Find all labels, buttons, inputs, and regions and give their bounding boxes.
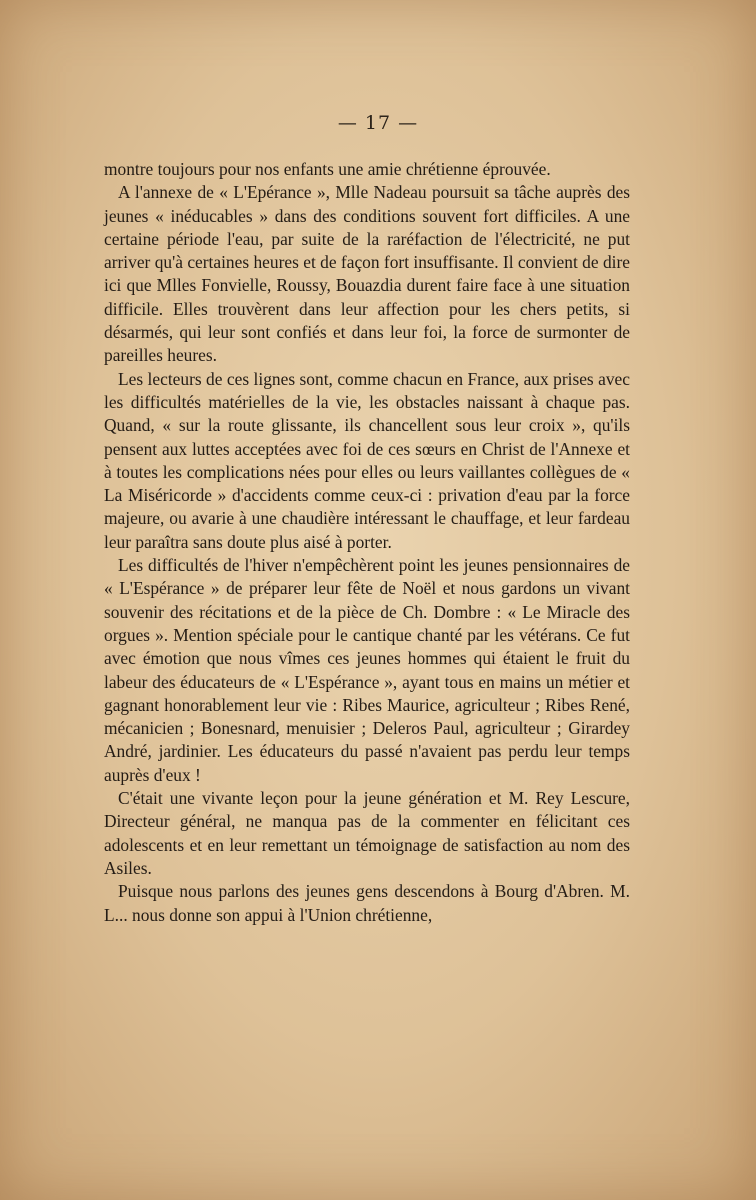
paragraph-5: C'était une vivante leçon pour la jeune génération et M. Rey Lescure, Directeur général, ne manqua pas de la commenter en félicitant ces adolescents et en leur remettant un témoignage de satisfaction au nom des Asiles. bbox=[104, 788, 630, 878]
body-text bbox=[104, 158, 630, 927]
page-number: — 17 — bbox=[337, 112, 419, 134]
paragraph-6: Puisque nous parlons des jeunes gens descendons à Bourg d'Abren. M. L... nous donne son appui à l'Union chrétienne, bbox=[104, 881, 630, 925]
paragraph-2: A l'annexe de « L'Epérance », Mlle Nadeau poursuit sa tâche auprès des jeunes « inéducables » dans des conditions souvent fort difficiles. A une certaine période l'eau, par suite de la raréfaction de l'électricité, ne put arriver qu'à certaines heures et de façon fort insuffisante. Il convient de dire ici que Mlles Fonvielle, Roussy, Bouazdia durent faire face à une situation difficile. Elles trouvèrent dans leur affection pour les chers petits, si désarmés, qui leur sont confiés et dans leur foi, la force de surmonter de pareilles heures. bbox=[104, 182, 630, 366]
paragraph-3: Les lecteurs de ces lignes sont, comme chacun en France, aux prises avec les difficultés matérielles de la vie, les obstacles naissant à chaque pas. Quand, « sur la route glissante, ils chancellent sous leur croix », qu'ils pensent aux luttes acceptées avec foi de ces sœurs en Christ de l'Annexe et à toutes les complications nées pour elles ou leurs vaillantes collègues de « La Miséricorde » d'accidents comme ceux-ci : privation d'eau par la force majeure, ou avarie à une chaudière intéressant le chauffage, et leur fardeau leur paraîtra sans doute plus aisé à porter. bbox=[104, 368, 630, 552]
paragraph-4: Les difficultés de l'hiver n'empêchèrent point les jeunes pensionnaires de « L'Espérance » de préparer leur fête de Noël et nous gardons un vivant souvenir des récitations et de la pièce de Ch. Dombre : « Le Miracle des orgues ». Mention spéciale pour le cantique chanté par les vétérans. Ce fut avec émotion que nous vîmes ces jeunes hommes qui étaient le fruit du labeur des éducateurs de « L'Espérance », ayant tous en mains un métier et gagnant honorablement leur vie : Ribes Maurice, agriculteur ; Ribes René, mécanicien ; Bonesnard, menuisier ; Deleros Paul, agriculteur ; Girardey André, jardinier. Les éducateurs du passé n'avaient pas perdu leur temps auprès d'eux ! bbox=[104, 555, 630, 785]
paragraph-1: montre toujours pour nos enfants une amie chrétienne éprouvée. bbox=[104, 159, 551, 179]
